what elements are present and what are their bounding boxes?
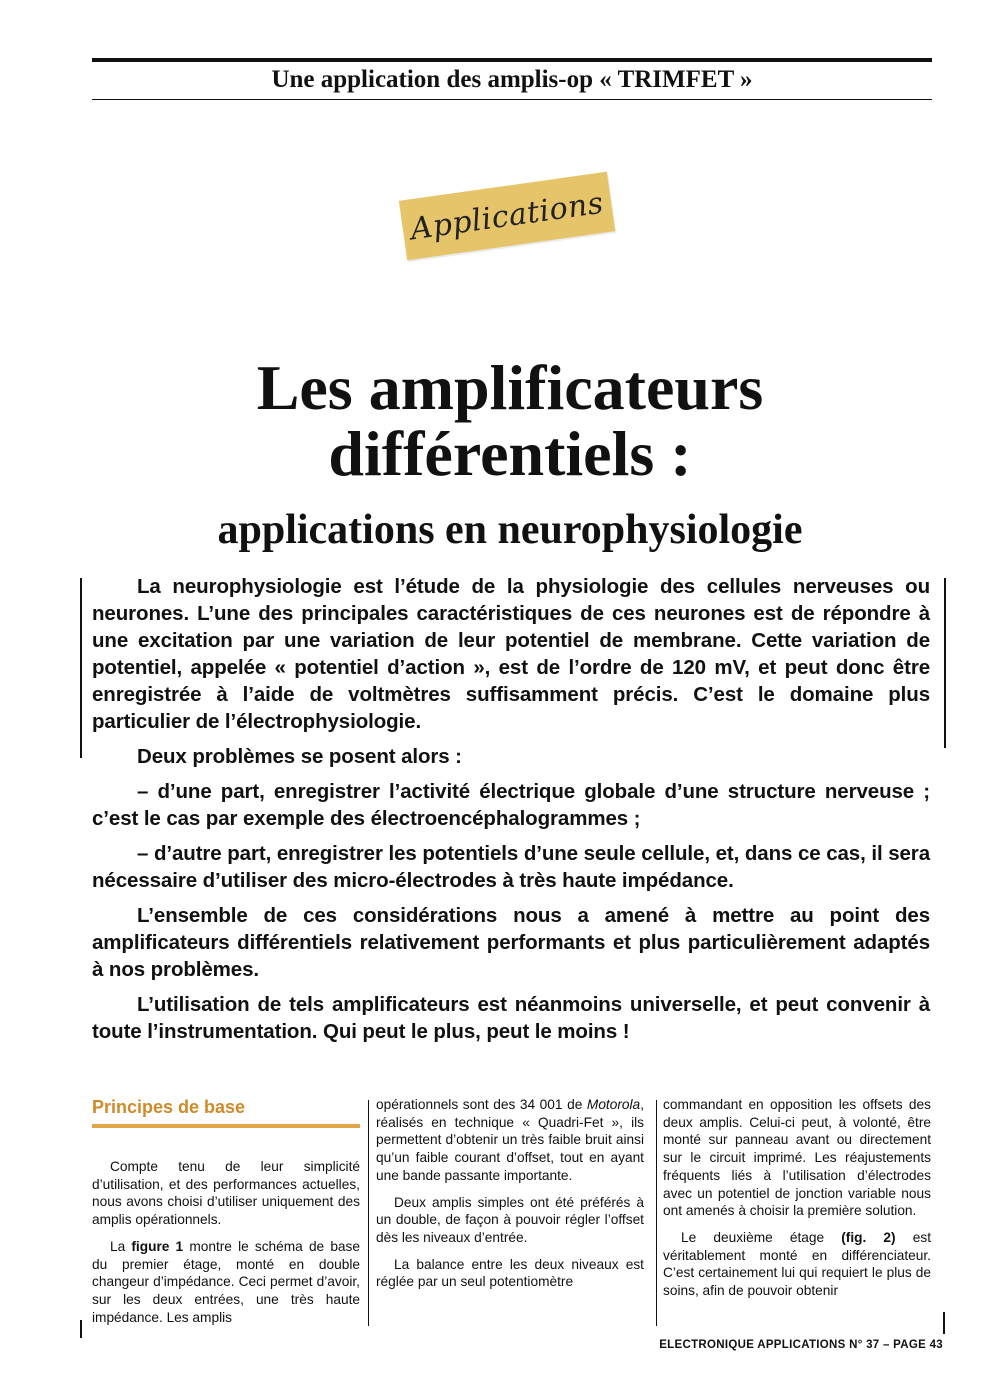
header-rule-top [92, 58, 932, 62]
series-title: Une application des amplis-op « TRIMFET » [271, 66, 753, 93]
intro-paragraph: La neurophysiologie est l’étude de la physiologie des cellules nerveuses ou neurones. L’une des principales caractéristiques de ces neurones est de répondre à une excitation par une variation de leur potentiel de membrane. Cette variation de potentiel, appelée « potentiel d’action », est de l’ordre de 120 mV, et peut donc être enregistrée à l’aide de voltmètres suffisamment précis. C’est le domaine plus particulier de l’électrophysiologie. [92, 575, 930, 733]
article-intro [92, 573, 930, 1053]
column-separator [368, 1100, 369, 1326]
intro-paragraph: L’utilisation de tels amplificateurs est néanmoins universelle, et peut convenir à toute l’instrumentation. Qui peut le plus, peut le moins ! [92, 993, 930, 1043]
title-line-2: différentiels : [328, 418, 692, 489]
text-run: est véritablement monté en différenciateur. C’est certainement lui qui requiert le plus de soins, afin de pouvoir obtenir [663, 1229, 931, 1299]
figure-reference: figure 1 [131, 1238, 184, 1254]
body-paragraph [376, 1096, 644, 1185]
body-columns [92, 1096, 932, 1326]
text-run: La [110, 1238, 132, 1254]
intro-left-bar [80, 578, 82, 758]
intro-paragraph: – d’une part, enregistrer l’activité électrique globale d’une structure nerveuse ; c’est le cas par exemple des électroencéphalogrammes ; [92, 780, 930, 830]
column-2 [376, 1096, 644, 1300]
page-footer: ELECTRONIQUE APPLICATIONS N° 37 – PAGE 43 [659, 1339, 943, 1351]
text-run: montre le schéma de base du premier étage, monté en double changeur d’impédance. Ceci permet d’avoir, sur les deux entrées, une très haute impédance. Les amplis [92, 1238, 361, 1325]
text-run: , réalisés en technique « Quadri-Fet », ils permettent d’obtenir un très faible bruit ainsi qu’un faible courant d’offset, tout en ayant une bande passante importante. [376, 1097, 644, 1183]
intro-paragraph: Deux problèmes se posent alors : [137, 745, 462, 768]
brand-name: Motorola [586, 1097, 641, 1112]
left-margin-bar [80, 1320, 82, 1338]
intro-right-bar [944, 578, 946, 748]
body-paragraph: commandant en opposition les offsets des deux amplis. Celui-ci peut, à volonté, être monté sur panneau avant ou directement sur le circuit imprimé. Les réajustements fréquents liés à l’utilisation d’électrodes avec un potentiel de jonction variable nous ont amenés à choisir la première solution. [663, 1097, 931, 1219]
intro-paragraph: L’ensemble de ces considérations nous a amené à mettre au point des amplificateurs différentiels relativement performants et plus particulièrement adaptés à nos problèmes. [92, 904, 930, 981]
header-rule-bottom [92, 99, 932, 100]
section-rule [92, 1124, 360, 1128]
body-paragraph [92, 1238, 360, 1327]
applications-badge [399, 172, 615, 261]
column-separator [656, 1100, 657, 1326]
intro-paragraph: – d’autre part, enregistrer les potentiels d’une seule cellule, et, dans ce cas, il sera nécessaire d’utiliser des micro-électrodes à très haute impédance. [92, 842, 930, 892]
article-title [80, 352, 940, 489]
section-heading: Principes de base [92, 1097, 246, 1117]
body-paragraph: Compte tenu de leur simplicité d’utilisation, et des performances actuelles, nous avons choisi d’utiliser uniquement des amplis opérationnels. [92, 1159, 360, 1228]
column-3 [663, 1096, 931, 1309]
title-line-1: Les amplificateurs [256, 352, 764, 423]
column-1 [92, 1096, 360, 1335]
badge-label: Applications [408, 185, 606, 247]
figure-reference: (fig. 2) [841, 1229, 896, 1245]
article-subtitle: applications en neurophysiologie [217, 507, 803, 553]
body-paragraph: Deux amplis simples ont été préférés à un double, de façon à pouvoir régler l’offset dès les niveaux d’entrée. [376, 1194, 644, 1245]
body-paragraph: La balance entre les deux niveaux est réglée par un seul potentiomètre [376, 1256, 644, 1290]
text-run: Le deuxième étage [681, 1229, 842, 1245]
right-margin-bar [943, 1312, 945, 1334]
body-paragraph [663, 1229, 931, 1300]
text-run: opérationnels sont des 34 001 de [376, 1097, 587, 1112]
